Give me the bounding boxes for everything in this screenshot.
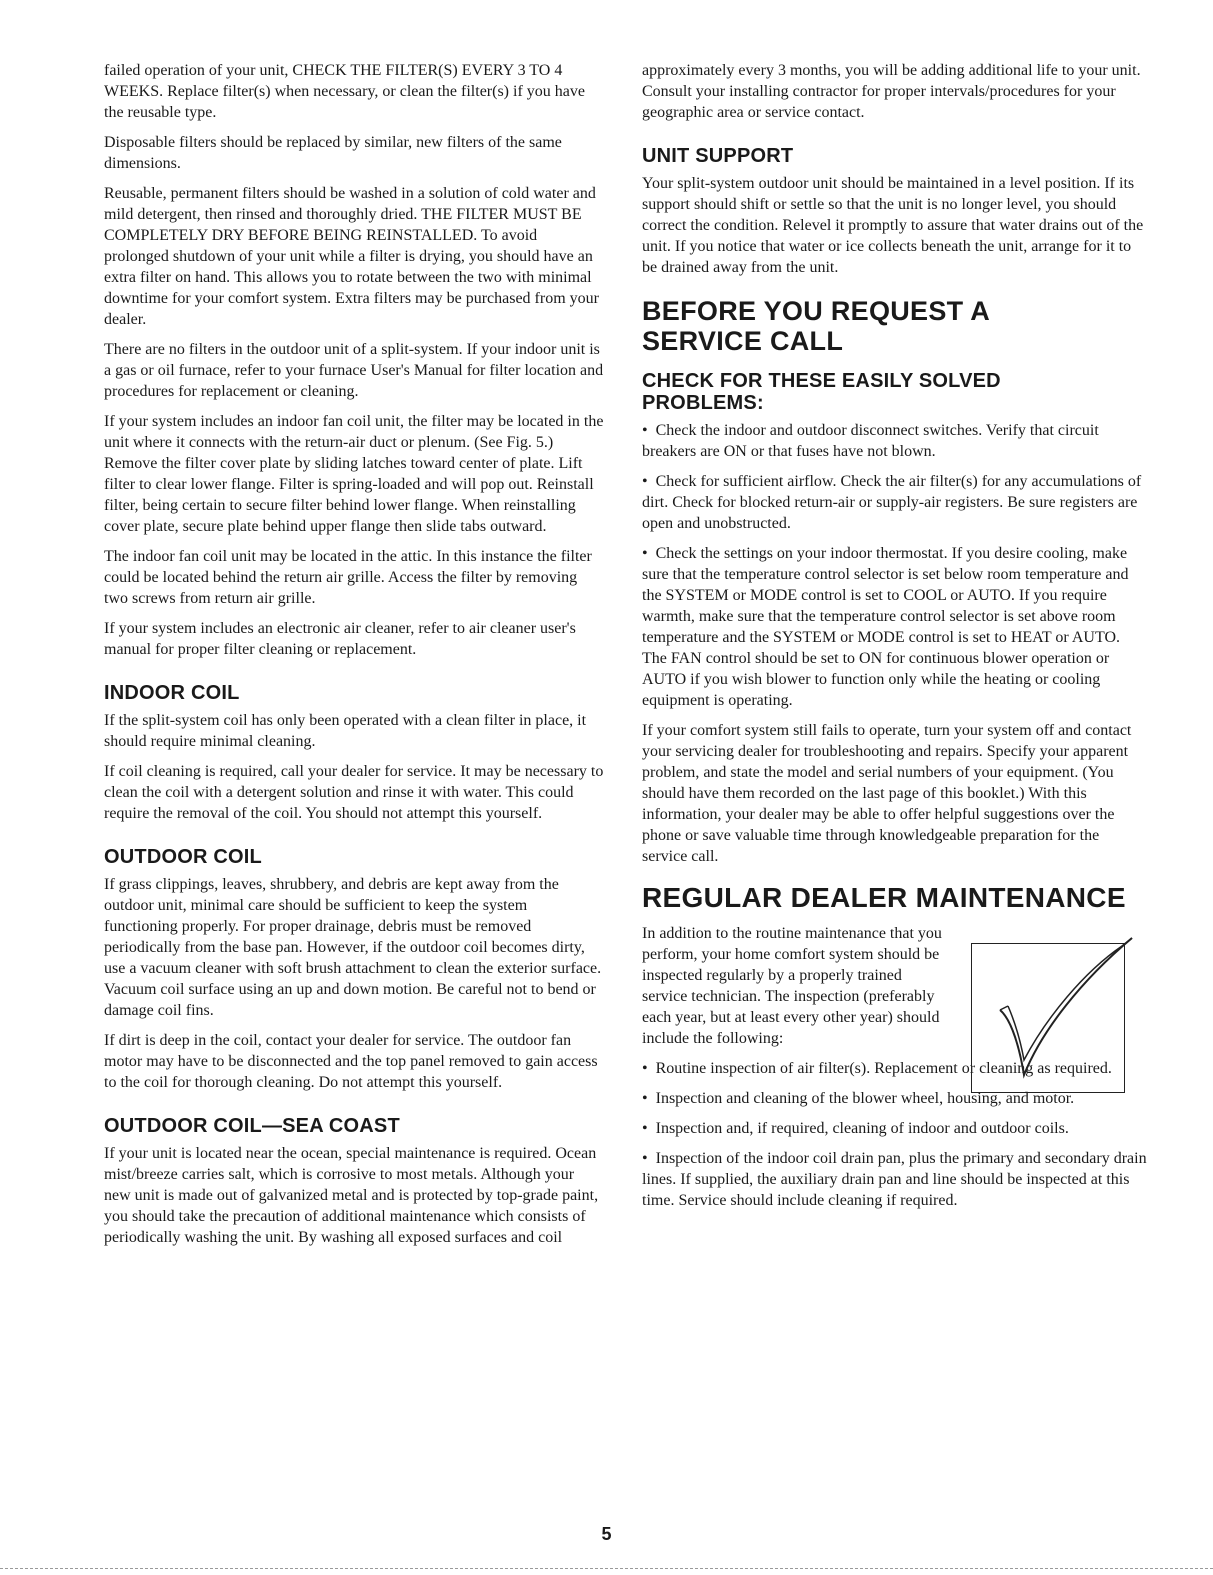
checkmark-box <box>971 943 1125 1093</box>
filter-paragraph-5: If your system includes an indoor fan coil unit, the filter may be located in the unit where it connects with the return-air duct or plenum. (See Fig. 5.) Remove the filter cover plate by sliding latches toward center of plate. Lift filter to clear lower flange. Filter is spring-loaded and will pop out. Reinstall filter, being certain to secure filter behind lower flange. When reinstalling cover plate, secure plate behind upper flange then slide tabs outward. <box>104 413 604 535</box>
regular-maintenance-heading: REGULAR DEALER MAINTENANCE <box>642 882 1126 913</box>
filter-paragraph-1: failed operation of your unit, CHECK THE FILTER(S) EVERY 3 TO 4 WEEKS. Replace filter(s) when necessary, or clean the filter(s) if you have the reusable type. <box>104 62 585 121</box>
check-bullet-airflow: • Check for sufficient airflow. Check the air filter(s) for any accumulations of dirt. Check for blocked return-air or supply-air registers. Be sure registers are open and unobstructed. <box>642 471 1147 534</box>
checkmark-icon <box>972 910 1132 1100</box>
sea-coast-paragraph: If your unit is located near the ocean, special maintenance is required. Ocean mist/breeze carries salt, which is corrosive to most metals. Although your new unit is made out of galvanized metal and is protected by top-grade paint, you should take the precaution of additional maintenance which consists of periodically washing the unit. By washing all exposed surfaces and coil <box>104 1145 599 1246</box>
outdoor-coil-heading: OUTDOOR COIL <box>104 846 262 868</box>
page-number: 5 <box>601 1524 612 1544</box>
unit-support-paragraph: Your split-system outdoor unit should be maintained in a level position. If its support should shift or settle so that the unit is no longer level, you should correct the condition. Relevel it promptly to assure that water drains out of the unit. If you notice that water or ice collects beneath the unit, arrange for it to be drained away from the unit. <box>642 175 1144 276</box>
sea-coast-heading: OUTDOOR COIL—SEA COAST <box>104 1115 400 1137</box>
outdoor-coil-paragraph-2: If dirt is deep in the coil, contact your dealer for service. The outdoor fan motor may have to be disconnected and the top panel removed to gain access to the coil for thorough cleaning. Do not attempt this yourself. <box>104 1032 598 1091</box>
filter-paragraph-3: Reusable, permanent filters should be washed in a solution of cold water and mild detergent, then rinsed and thoroughly dried. THE FILTER MUST BE COMPLETELY DRY BEFORE BEING REINSTALLED. To avoid prolonged shutdown of your unit while a filter is drying, you should have an extra filter on hand. This allows you to rotate between the two with minimal downtime for your comfort system. Extra filters may be purchased from your dealer. <box>104 185 599 328</box>
indoor-coil-heading: INDOOR COIL <box>104 682 240 704</box>
check-problems-heading-line-1: CHECK FOR THESE EASILY SOLVED <box>642 370 1001 392</box>
maintenance-bullet-drain: • Inspection of the indoor coil drain pan, plus the primary and secondary drain lines. If supplied, the auxiliary drain pan and line should be inspected at this time. Service should include cleaning if required. <box>642 1148 1147 1211</box>
filter-paragraph-2: Disposable filters should be replaced by similar, new filters of the same dimensions. <box>104 134 562 172</box>
indoor-coil-paragraph-1: If the split-system coil has only been operated with a clean filter in place, it should require minimal cleaning. <box>104 712 587 750</box>
maintenance-bullet-coils: • Inspection and, if required, cleaning of indoor and outdoor coils. <box>642 1118 1147 1139</box>
maintenance-intro-block <box>642 923 1147 1049</box>
maintenance-intro-paragraph: In addition to the routine maintenance that you perform, your home comfort system should be inspected regularly by a properly trained service technician. The inspection (preferably each year, but at least every other year) should include the following: <box>642 925 942 1047</box>
bottom-divider <box>0 1568 1213 1569</box>
filter-paragraph-6: The indoor fan coil unit may be located in the attic. In this instance the filter could be located behind the return air grille. Access the filter by removing two screws from return air grille. <box>104 548 592 607</box>
check-problems-heading-line-2: PROBLEMS: <box>642 392 764 414</box>
maintenance-bullet-filters: • Routine inspection of air filter(s). Replacement or cleaning as required. <box>642 1058 1147 1079</box>
before-service-heading <box>642 296 1147 356</box>
maintenance-bullet-blower: • Inspection and cleaning of the blower wheel, housing, and motor. <box>642 1088 1147 1109</box>
check-problems-heading <box>642 370 1147 414</box>
check-bullet-thermostat: • Check the settings on your indoor thermostat. If you desire cooling, make sure that the temperature control selector is set below room temperature and the SYSTEM or MODE control is set to COOL or AUTO. If you require warmth, make sure that the temperature control selector is set above room temperature and the SYSTEM or MODE control is set to HEAT or AUTO. The FAN control should be set to ON for continuous blower operation or AUTO if you wish blower to function only while the heating or cooling equipment is operating. <box>642 543 1147 711</box>
service-call-paragraph: If your comfort system still fails to operate, turn your system off and contact your servicing dealer for troubleshooting and repairs. Specify your apparent problem, and state the model and serial numbers of your equipment. (You should have them recorded on the last page of this booklet.) With this information, your dealer may be able to offer helpful suggestions over the phone or save valuable time through knowledgeable preparation for the service call. <box>642 722 1132 865</box>
unit-support-heading: UNIT SUPPORT <box>642 145 794 167</box>
before-service-heading-line-1: BEFORE YOU REQUEST A <box>642 296 991 326</box>
filter-paragraph-7: If your system includes an electronic air cleaner, refer to air cleaner user's manual for proper filter cleaning or replacement. <box>104 620 576 658</box>
outdoor-coil-paragraph-1: If grass clippings, leaves, shrubbery, and debris are kept away from the outdoor unit, minimal care should be sufficient to keep the system functioning properly. For proper drainage, debris must be removed periodically from the base pan. However, if the outdoor coil becomes dirty, use a vacuum cleaner with soft brush attachment to clean the exterior surface. Vacuum coil surface using an up and down motion. Be careful not to bend or damage coil fins. <box>104 876 602 1019</box>
left-column <box>104 60 604 1257</box>
right-column <box>642 60 1147 1220</box>
before-service-heading-line-2: SERVICE CALL <box>642 326 844 356</box>
filter-paragraph-4: There are no filters in the outdoor unit of a split-system. If your indoor unit is a gas or oil furnace, refer to your furnace User's Manual for filter location and procedures for replacement or cleaning. <box>104 341 604 400</box>
indoor-coil-paragraph-2: If coil cleaning is required, call your dealer for service. It may be necessary to clean the coil with a detergent solution and rinse it with water. This could require the removal of the coil. You should not attempt this yourself. <box>104 763 604 822</box>
continued-paragraph: approximately every 3 months, you will be adding additional life to your unit. Consult your installing contractor for proper intervals/procedures for your geographic area or service contact. <box>642 62 1141 121</box>
check-bullet-disconnect: • Check the indoor and outdoor disconnect switches. Verify that circuit breakers are ON or that fuses have not blown. <box>642 420 1147 462</box>
